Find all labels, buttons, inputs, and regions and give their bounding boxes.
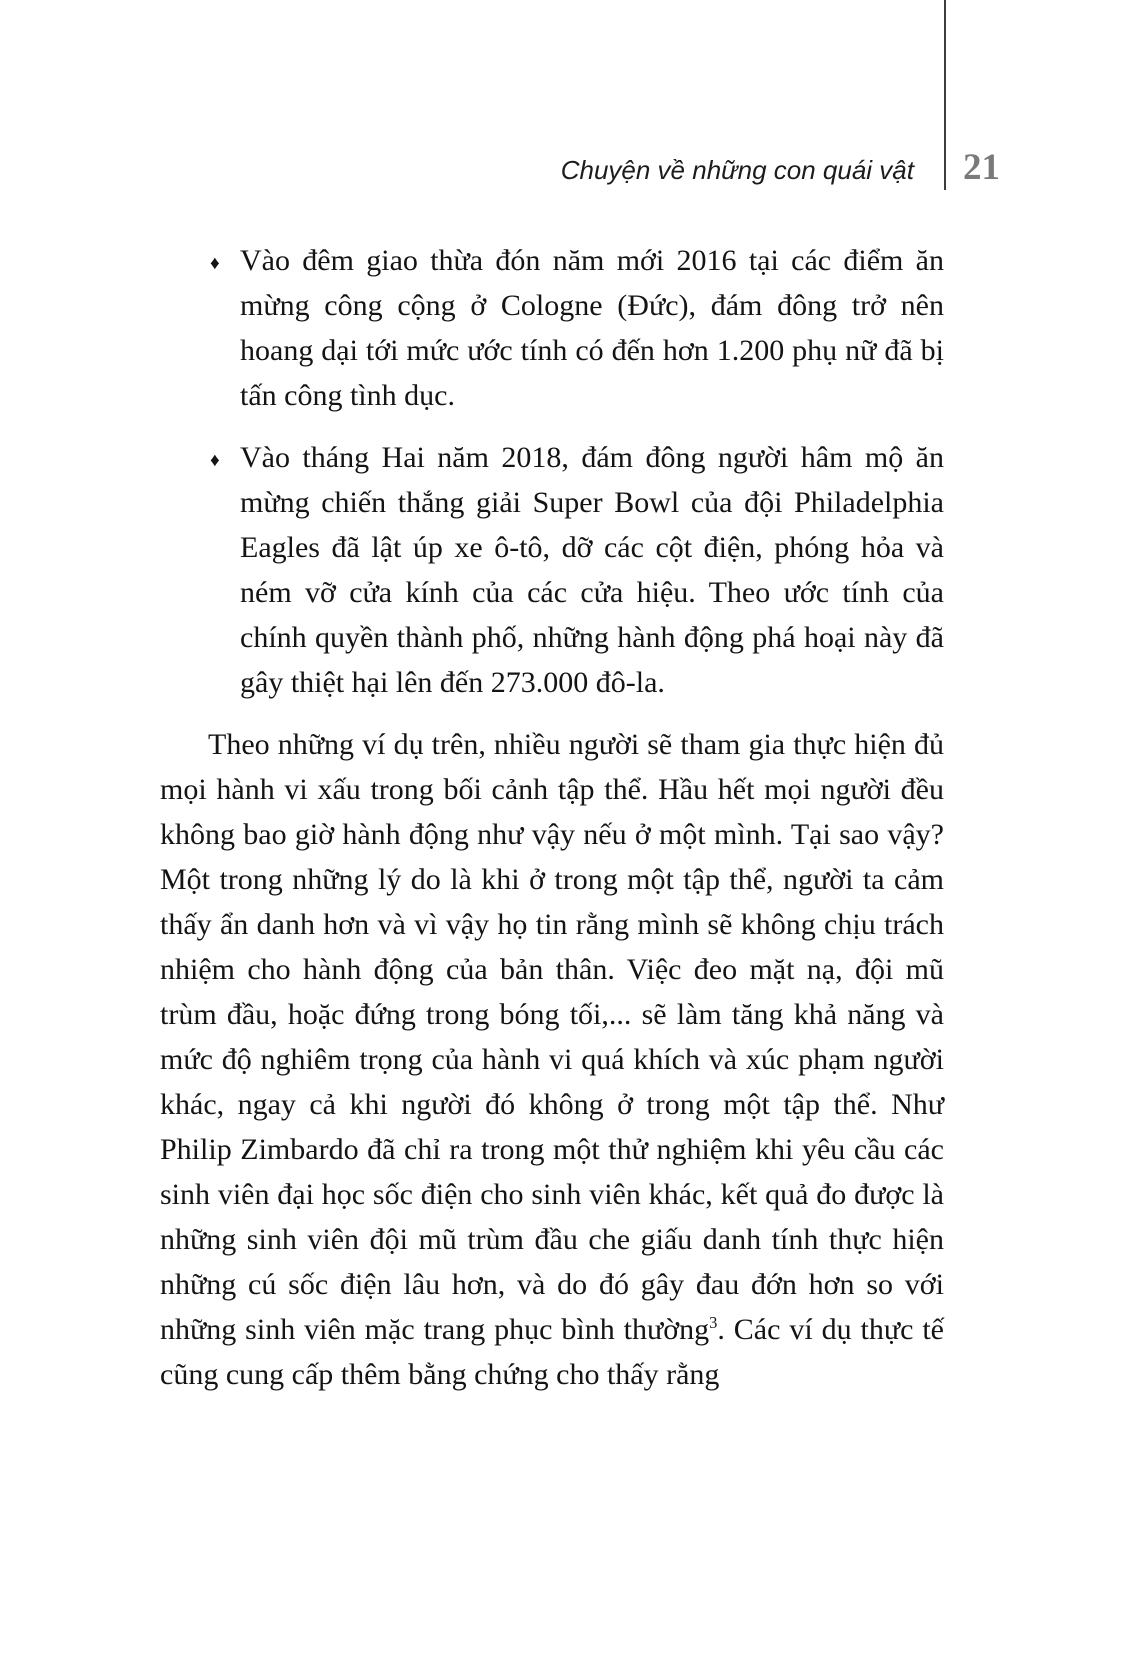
diamond-bullet-icon: ♦ (210, 253, 220, 274)
bullet-text: Vào tháng Hai năm 2018, đám đông người hâm mộ ăn mừng chiến thắng giải Super Bowl của đội Philadelphia Eagles đã lật úp xe ô-tô, dỡ các cột điện, phóng hỏa và ném vỡ cửa kính của các cửa hiệu. Theo ước tính của chính quyền thành phố, những hành động phá hoại này đã gây thiệt hại lên đến 273.000 đô-la. (240, 441, 944, 699)
body-paragraph (160, 722, 944, 1397)
bullet-list (160, 238, 944, 705)
list-item (160, 238, 944, 418)
bullet-text: Vào đêm giao thừa đón năm mới 2016 tại các điểm ăn mừng công cộng ở Cologne (Đức), đám đông trở nên hoang dại tới mức ước tính có đến hơn 1.200 phụ nữ đã bị tấn công tình dục. (240, 244, 944, 412)
paragraph-text-continued: . Các ví dụ thực tế cũng cung cấp thêm bằng chứng cho thấy rằng (160, 1313, 944, 1391)
running-header-title: Chuyện về những con quái vật (560, 155, 914, 185)
header-vertical-rule (944, 0, 946, 190)
paragraph-text: Theo những ví dụ trên, nhiều người sẽ tham gia thực hiện đủ mọi hành vi xấu trong bối cảnh tập thể. Hầu hết mọi người đều không bao giờ hành động như vậy nếu ở một mình. Tại sao vậy? Một trong những lý do là khi ở trong một tập thể, người ta cảm thấy ẩn danh hơn và vì vậy họ tin rằng mình sẽ không chịu trách nhiệm cho hành động của bản thân. Việc đeo mặt nạ, đội mũ trùm đầu, hoặc đứng trong bóng tối,... sẽ làm tăng khả năng và mức độ nghiêm trọng của hành vi quá khích và xúc phạm người khác, ngay cả khi người đó không ở trong một tập thể. Như Philip Zimbardo đã chỉ ra trong một thử nghiệm khi yêu cầu các sinh viên đại học sốc điện cho sinh viên khác, kết quả đo được là những sinh viên đội mũ trùm đầu che giấu danh tính thực hiện những cú sốc điện lâu hơn, và do đó gây đau đớn hơn so với những sinh viên mặc trang phục bình thường (160, 728, 944, 1346)
page-number: 21 (963, 147, 1000, 188)
page-body (160, 238, 944, 1397)
list-item (160, 435, 944, 705)
diamond-bullet-icon: ♦ (210, 450, 220, 471)
footnote-reference: 3 (709, 1313, 718, 1332)
